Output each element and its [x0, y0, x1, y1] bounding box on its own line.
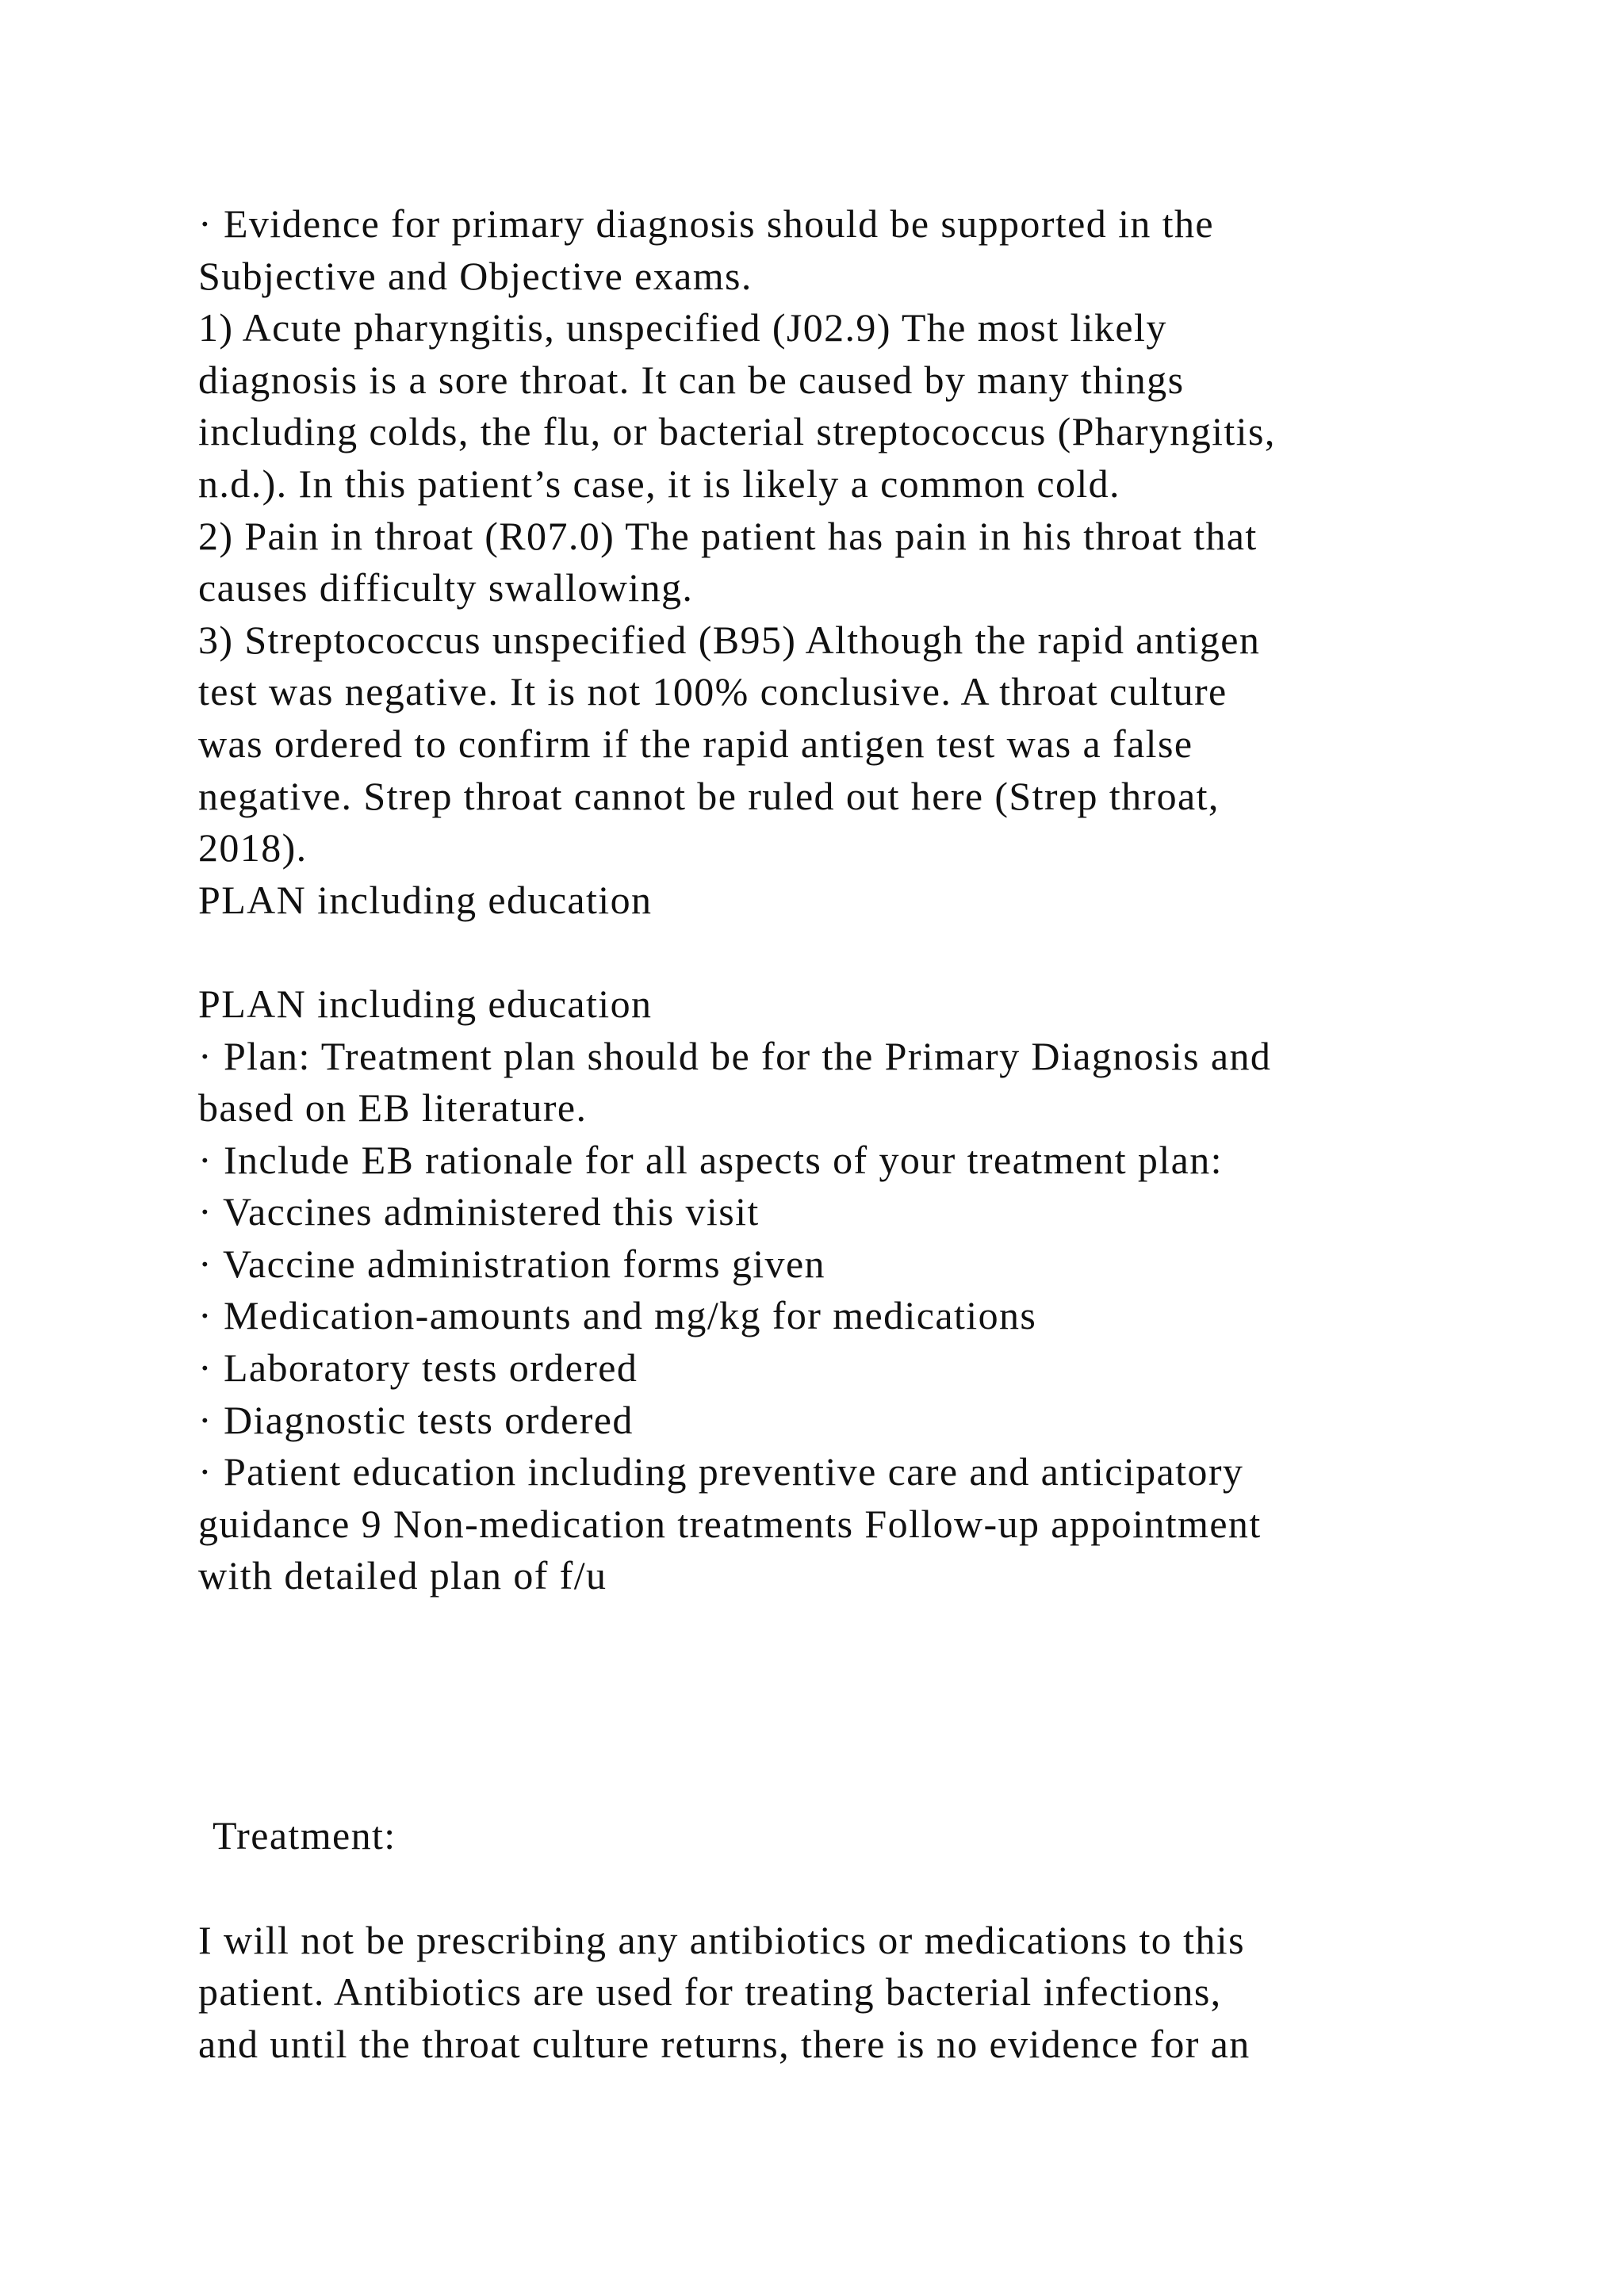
text-line: negative. Strep throat cannot be ruled out here (Strep throat,	[198, 773, 1220, 818]
text-line: including colds, the flu, or bacterial streptococcus (Pharyngitis,	[198, 409, 1276, 454]
text-line: based on EB literature.	[198, 1085, 588, 1131]
text-line: test was negative. It is not 100% conclusive. A throat culture	[198, 669, 1228, 714]
blank-line	[198, 1758, 1467, 1811]
text-line: with detailed plan of f/u	[198, 1553, 607, 1598]
blank-line	[198, 926, 1467, 978]
document-body	[198, 198, 1467, 2070]
blank-line	[198, 1706, 1467, 1758]
blank-line	[198, 1655, 1467, 1707]
text-line: n.d.). In this patient’s case, it is likely a common cold.	[198, 461, 1120, 506]
blank-line	[198, 1862, 1467, 1915]
text-line: guidance 9 Non-medication treatments Follow-up appointment	[198, 1501, 1262, 1546]
text-line: · Medication-amounts and mg/kg for medications	[198, 1293, 1037, 1338]
blank-line	[198, 1602, 1467, 1655]
text-line: · Diagnostic tests ordered	[198, 1397, 634, 1442]
text-line: Subjective and Objective exams.	[198, 253, 753, 298]
treatment-heading: Treatment:	[213, 1813, 396, 1858]
text-line: 2) Pain in throat (R07.0) The patient has pain in his throat that	[198, 513, 1258, 558]
text-line: · Plan: Treatment plan should be for the Primary Diagnosis and	[198, 1033, 1272, 1078]
text-line: · Include EB rationale for all aspects of your treatment plan:	[198, 1137, 1223, 1182]
text-line: · Patient education including preventive care and anticipatory	[198, 1449, 1244, 1494]
text-line: 2018).	[198, 825, 308, 871]
section-heading: PLAN including education	[198, 877, 653, 922]
text-line: 3) Streptococcus unspecified (B95) Although the rapid antigen	[198, 617, 1261, 662]
text-line: · Laboratory tests ordered	[198, 1345, 638, 1391]
text-line: · Vaccine administration forms given	[198, 1241, 825, 1286]
text-line: and until the throat culture returns, there is no evidence for an	[198, 2021, 1251, 2066]
text-line: diagnosis is a sore throat. It can be caused by many things	[198, 357, 1185, 402]
text-line: 1) Acute pharyngitis, unspecified (J02.9) The most likely	[198, 305, 1167, 350]
text-line: · Vaccines administered this visit	[198, 1189, 760, 1234]
text-line: was ordered to confirm if the rapid antigen test was a false	[198, 721, 1193, 766]
text-line: causes difficulty swallowing.	[198, 565, 694, 610]
section-heading: PLAN including education	[198, 981, 653, 1026]
text-line: I will not be prescribing any antibiotics or medications to this	[198, 1917, 1245, 1962]
text-line: · Evidence for primary diagnosis should be supported in the	[198, 201, 1214, 246]
text-line: patient. Antibiotics are used for treating bacterial infections,	[198, 1969, 1222, 2015]
